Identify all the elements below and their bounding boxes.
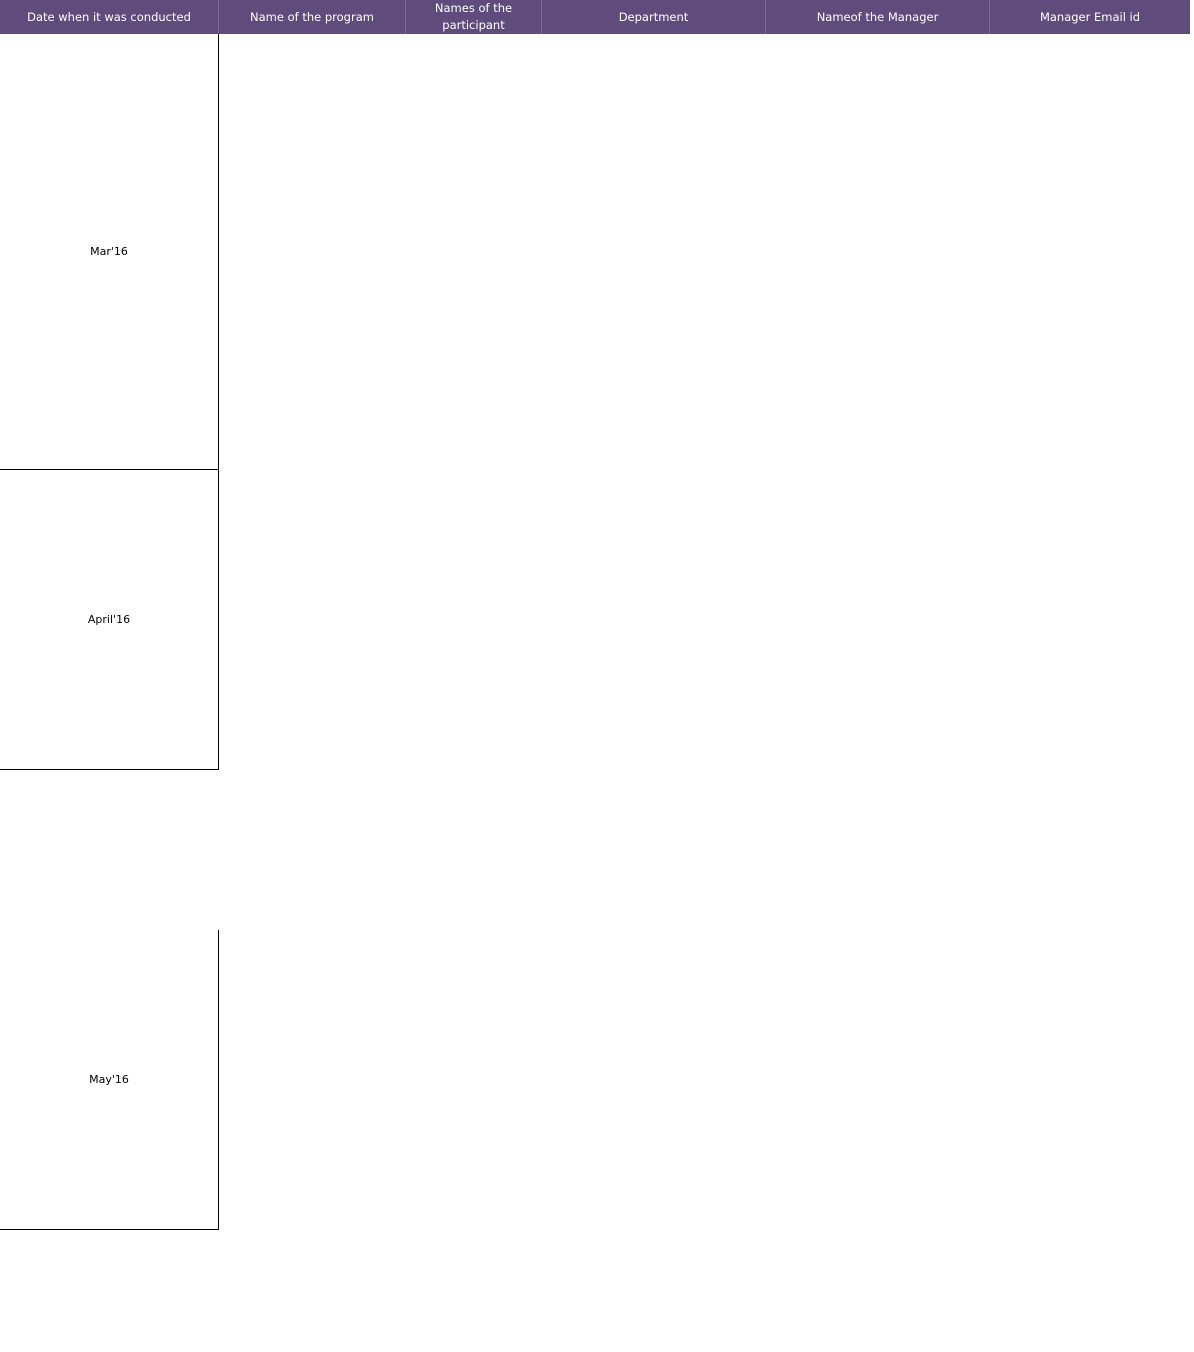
header-email[interactable]: Manager Email id bbox=[990, 0, 1190, 34]
header-participant[interactable]: Names of the participant bbox=[406, 0, 542, 34]
header-date[interactable]: Date when it was conducted bbox=[0, 0, 219, 34]
date-cell[interactable]: April'16 bbox=[0, 470, 219, 770]
date-cell[interactable]: May'16 bbox=[0, 930, 219, 1230]
header-department[interactable]: Department bbox=[542, 0, 766, 34]
date-cell[interactable]: Mar'16 bbox=[0, 34, 219, 470]
header-manager[interactable]: Nameof the Manager bbox=[766, 0, 990, 34]
header-program[interactable]: Name of the program bbox=[219, 0, 406, 34]
